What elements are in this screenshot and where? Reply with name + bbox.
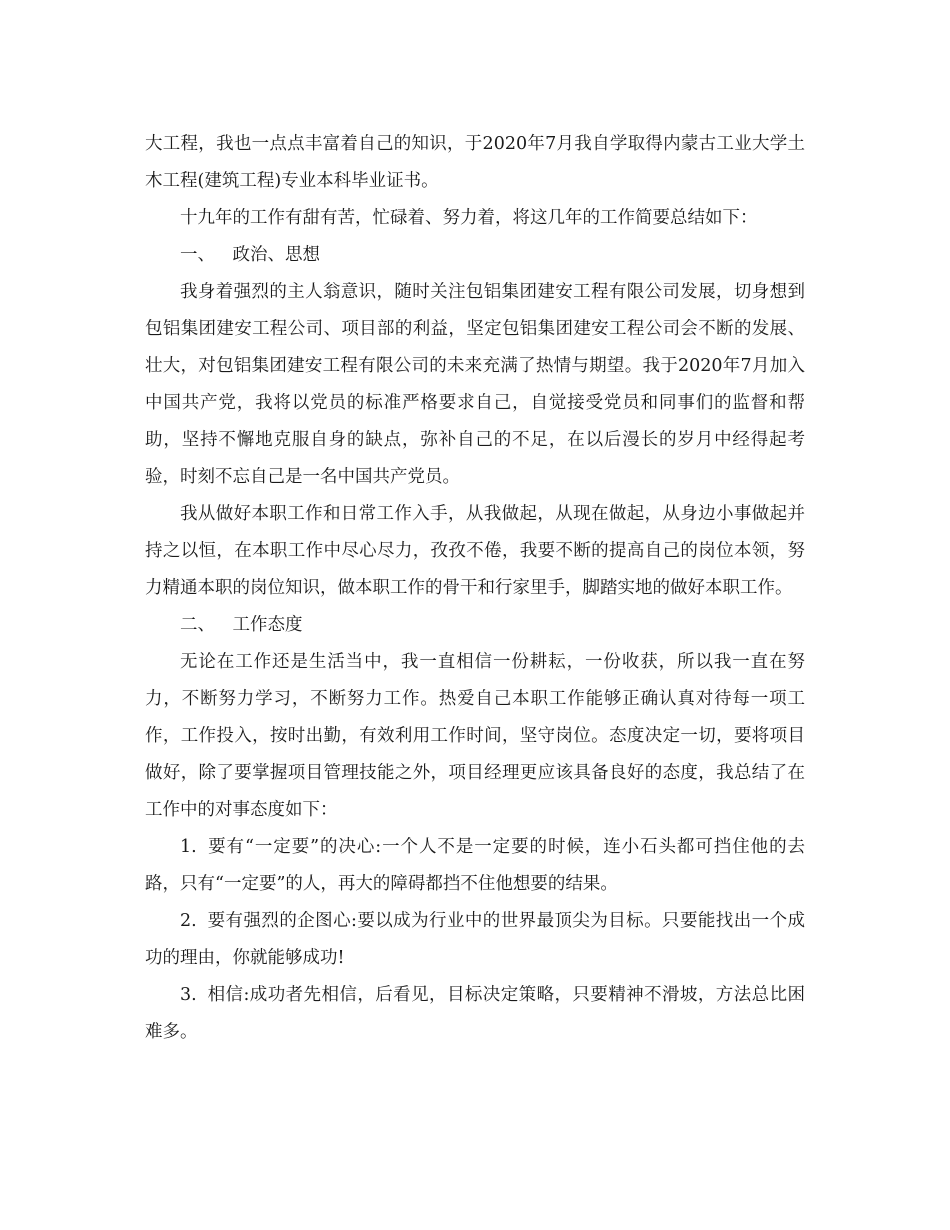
- section-heading-attitude: [145, 607, 805, 644]
- paragraph-effort: 无论在工作还是生活当中，我一直相信一份耕耘，一份收获，所以我一直在努力，不断努力学习，不断努力工作。热爱自己本职工作能够正确认真对待每一项工作，工作投入，按时出勤，有效利用工作时间，坚守岗位。态度决定一切，要将项目做好，除了要掌握项目管理技能之外，项目经理更应该具备良好的态度，我总结了在工作中的对事态度如下：: [145, 652, 805, 820]
- list-item: [145, 829, 805, 903]
- list-item-number: 2.: [180, 911, 197, 931]
- section-title: 工作态度: [232, 615, 303, 635]
- list-item-number: 1.: [180, 837, 197, 857]
- list-item-text: 相信:成功者先相信，后看见，目标决定策略，只要精神不滑坡，方法总比困难多。: [145, 985, 805, 1042]
- section-heading-politics: [145, 237, 805, 274]
- paragraph-summary-intro: 十九年的工作有甜有苦，忙碌着、努力着，将这几年的工作简要总结如下：: [180, 208, 758, 228]
- list-item-number: 3.: [180, 985, 197, 1005]
- list-item: [145, 903, 805, 977]
- section-number: 二、: [180, 615, 215, 635]
- document-body: [145, 126, 805, 1051]
- list-item: [145, 977, 805, 1051]
- list-item-text: 要有强烈的企图心:要以成为行业中的世界最顶尖为目标。只要能找出一个成功的理由，你就能够成功!: [145, 911, 805, 968]
- paragraph-duty: 我从做好本职工作和日常工作入手，从我做起，从现在做起，从身边小事做起并持之以恒，在本职工作中尽心尽力，孜孜不倦，我要不断的提高自己的岗位本领，努力精通本职的岗位知识，做本职工作的骨干和行家里手，脚踏实地的做好本职工作。: [145, 504, 805, 598]
- section-number: 一、: [180, 245, 215, 265]
- paragraph-continuation: 大工程，我也一点点丰富着自己的知识，于2020年7月我自学取得内蒙古工业大学土木工程(建筑工程)专业本科毕业证书。: [145, 134, 805, 191]
- section-title: 政治、思想: [232, 245, 320, 265]
- paragraph-ownership: 我身着强烈的主人翁意识，随时关注包铝集团建安工程有限公司发展，切身想到包铝集团建安工程公司、项目部的利益，坚定包铝集团建安工程公司会不断的发展、壮大，对包铝集团建安工程有限公司的未来充满了热情与期望。我于2020年7月加入中国共产党，我将以党员的标准严格要求自己，自觉接受党员和同事们的监督和帮助，坚持不懈地克服自身的缺点，弥补自己的不足，在以后漫长的岁月中经得起考验，时刻不忘自己是一名中国共产党员。: [145, 282, 805, 487]
- list-item-text: 要有“一定要”的决心:一个人不是一定要的时候，连小石头都可挡住他的去路，只有“一定要”的人，再大的障碍都挡不住他想要的结果。: [145, 837, 805, 894]
